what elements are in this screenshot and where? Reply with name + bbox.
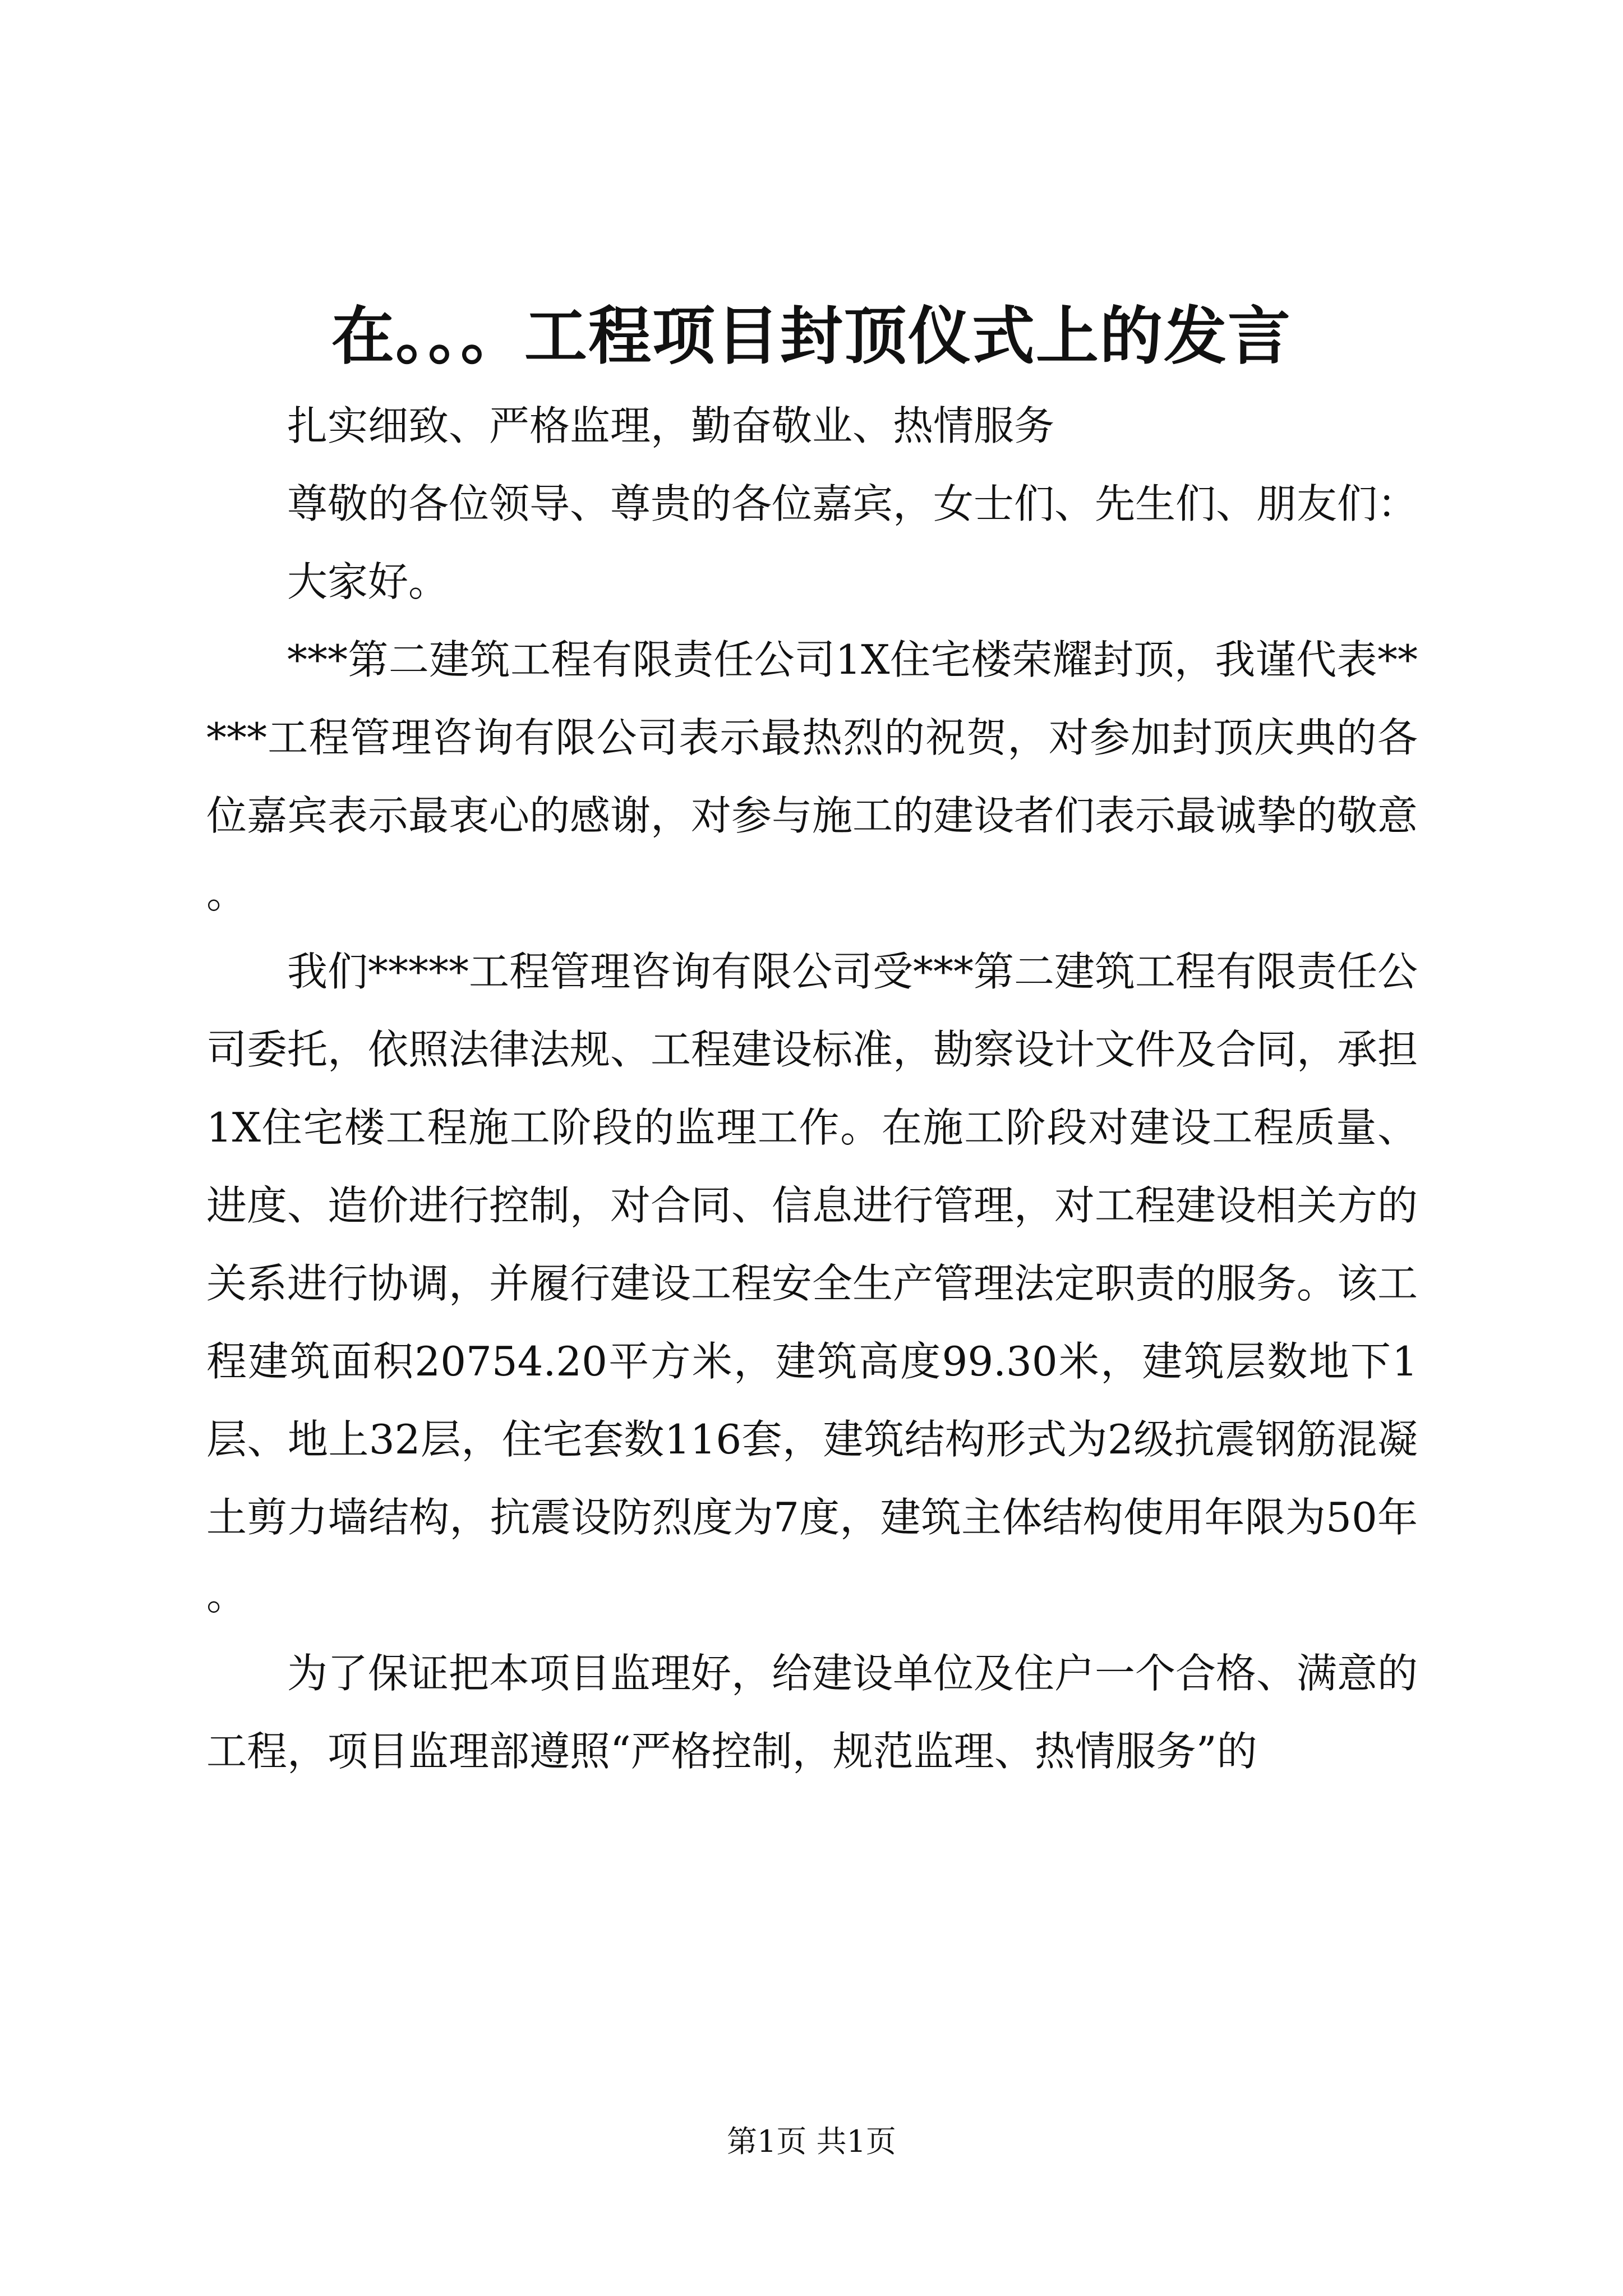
paragraph-motto: 扎实细致、严格监理，勤奋敬业、热情服务 xyxy=(287,402,1055,449)
paragraph-salutation: 尊敬的各位领导、尊贵的各位嘉宾，女士们、先生们、朋友们： xyxy=(287,480,1418,527)
document-body xyxy=(206,387,1418,1791)
paragraph-supervision-principle: 为了保证把本项目监理好，给建设单位及住户一个合格、满意的工程，项目监理部遵照“严格控制，规范监理、热情服务”的 xyxy=(206,1650,1418,1775)
paragraph-congratulation: ***第二建筑工程有限责任公司1X住宅楼荣耀封顶，我谨代表*****工程管理咨询有限公司表示最热烈的祝贺，对参加封顶庆典的各位嘉宾表示最衷心的感谢，对参与施工的建设者们表示最诚挚的敬意。 xyxy=(206,636,1418,917)
paragraph-project-description: 我们*****工程管理咨询有限公司受***第二建筑工程有限责任公司委托，依照法律法规、工程建设标准，勘察设计文件及合同，承担1X住宅楼工程施工阶段的监理工作。在施工阶段对建设工程质量、进度、造价进行控制，对合同、信息进行管理，对工程建设相关方的关系进行协调，并履行建设工程安全生产管理法定职责的服务。该工程建筑面积20754.20平方米，建筑高度99.30米，建筑层数地下1层、地上32层，住宅套数116套，建筑结构形式为2级抗震钢筋混凝土剪力墙结构，抗震设防烈度为7度，建筑主体结构使用年限为50年。 xyxy=(206,948,1418,1619)
document-title: 在。。。工程项目封顶仪式上的发言 xyxy=(331,300,1292,373)
page-footer: 第1页 共1页 xyxy=(727,2124,896,2159)
paragraph-greeting: 大家好。 xyxy=(287,558,449,605)
